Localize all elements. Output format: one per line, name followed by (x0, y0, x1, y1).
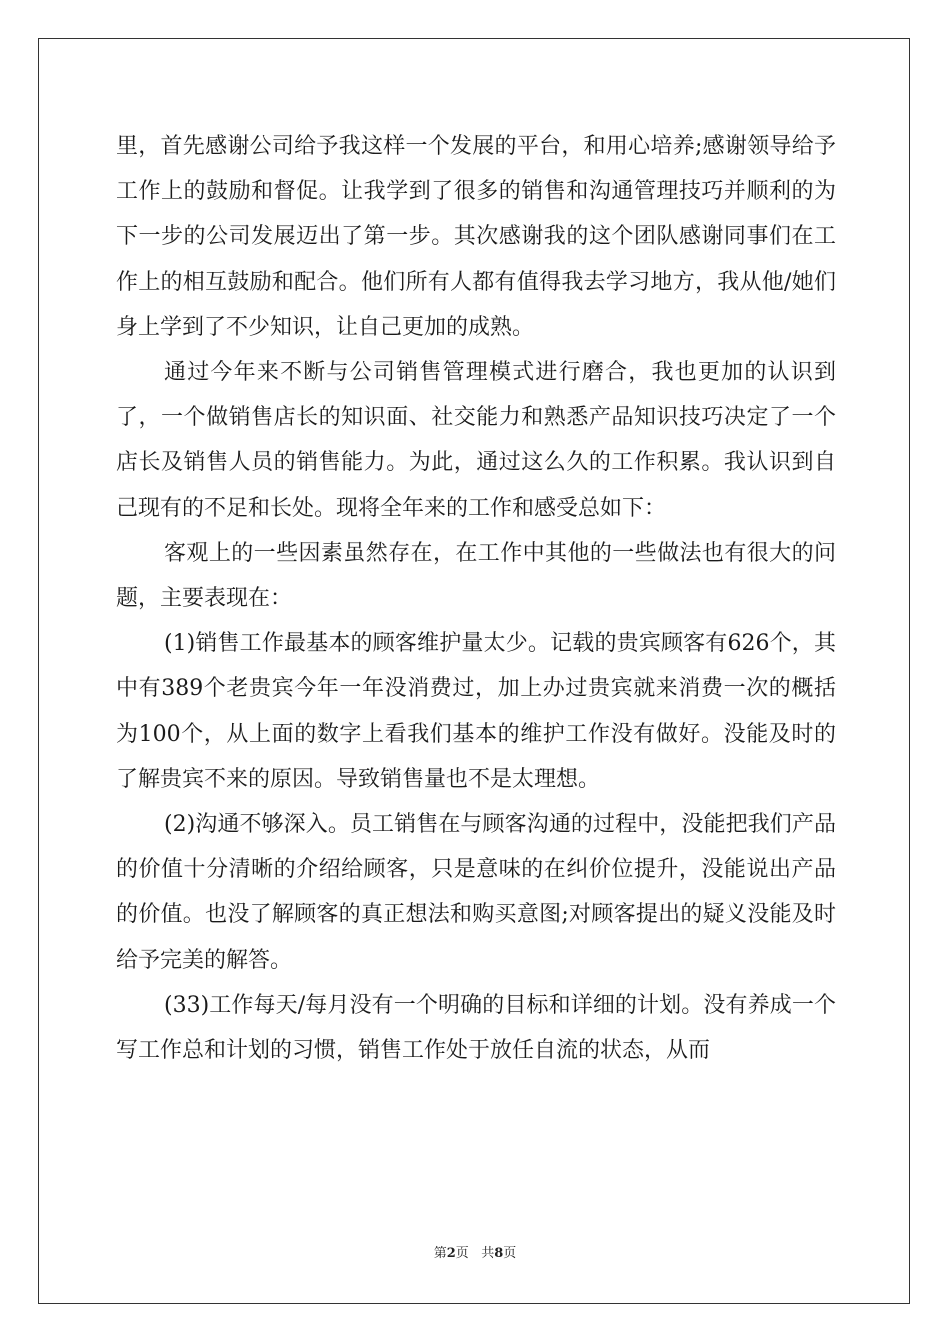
footer-page-mid: 页 共 (455, 1246, 495, 1261)
paragraph-5: (2)沟通不够深入。员工销售在与顾客沟通的过程中，没能把我们产品的价值十分清晰的介绍给顾客，只是意味的在纠价位提升，没能说出产品的价值。也没了解顾客的真正想法和购买意图;对顾客提出的疑义没能及时给予完美的解答。 (116, 812, 836, 973)
footer-total-pages: 8 (494, 1246, 504, 1261)
footer-current-page: 2 (446, 1246, 456, 1261)
footer-page-prefix: 第 (433, 1246, 447, 1261)
page-footer (0, 1246, 950, 1262)
footer-page-suffix: 页 (503, 1246, 517, 1261)
paragraph-4: (1)销售工作最基本的顾客维护量太少。记载的贵宾顾客有626个，其中有389个老贵宾今年一年没消费过，加上办过贵宾就来消费一次的概括为100个，从上面的数字上看我们基本的维护工作没有做好。没能及时的了解贵宾不来的原因。导致销售量也不是太理想。 (116, 631, 836, 792)
paragraph-1: 里，首先感谢公司给予我这样一个发展的平台，和用心培养;感谢领导给予工作上的鼓励和督促。让我学到了很多的销售和沟通管理技巧并顺利的为下一步的公司发展迈出了第一步。其次感谢我的这个团队感谢同事们在工作上的相互鼓励和配合。他们所有人都有值得我去学习地方，我从他/她们身上学到了不少知识，让自己更加的成熟。 (116, 134, 836, 340)
paragraph-6: (33)工作每天/每月没有一个明确的目标和详细的计划。没有养成一个写工作总和计划的习惯，销售工作处于放任自流的状态，从而 (116, 992, 836, 1064)
paragraph-2: 通过今年来不断与公司销售管理模式进行磨合，我也更加的认识到了，一个做销售店长的知识面、社交能力和熟悉产品知识技巧决定了一个店长及销售人员的销售能力。为此，通过这么久的工作积累。我认识到自己现有的不足和长处。现将全年来的工作和感受总如下： (116, 360, 836, 521)
document-body (116, 124, 836, 1073)
paragraph-3: 客观上的一些因素虽然存在，在工作中其他的一些做法也有很大的问题，主要表现在： (116, 540, 836, 612)
